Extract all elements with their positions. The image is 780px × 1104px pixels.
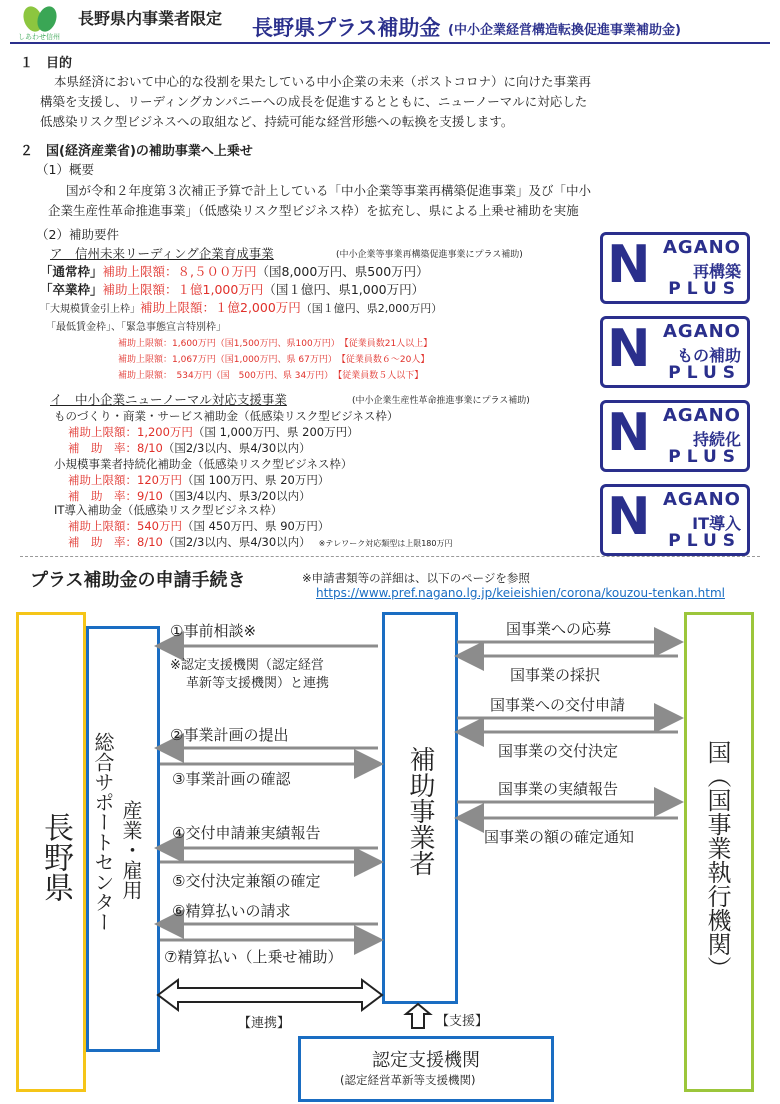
kuni-step-label: 国事業への応募 [506, 620, 612, 638]
special-row [118, 336, 432, 349]
rate: 補 助 率：9/10 [68, 489, 163, 503]
kuni-label: 国（国事業執行機関） [703, 740, 731, 980]
section1-line: 本県経済において中心的な役割を果たしている中小企業の未来（ポストコロナ）に向けた事業再 [54, 74, 592, 89]
special-note: 【従業員数５人以下】 [337, 371, 424, 381]
overview-heading: （1）概要 [36, 162, 94, 177]
logo-mid: もの補助 [676, 346, 741, 365]
limit-amount: 補助上限額：１億1,000万円 [102, 282, 264, 297]
logo-bot: PLUS [668, 279, 741, 299]
i-group-limit [68, 472, 329, 488]
limit-amount: 補助上限額：1,200万円 [68, 425, 193, 439]
logo-mid: 持続化 [692, 430, 741, 449]
procedure-note: ※申請書類等の詳細は、以下のページを参照 [302, 571, 530, 585]
rate: 補 助 率：8/10 [68, 441, 163, 455]
rate-detail: （国3/4以内、県3/20以内） [162, 489, 311, 503]
special-note: 【従業員数21人以上】 [344, 339, 433, 349]
overview-line: 企業生産性革命推進事業」（低感染リスク型ビジネス枠）を拡充し、県による上乗せ補助を実施 [48, 203, 579, 218]
limit-amount: 補助上限額：１億2,000万円 [140, 300, 301, 315]
applicant-label: 補助事業者 [405, 746, 435, 876]
i-group-rate [68, 534, 452, 550]
logo-top: AGANO [662, 405, 741, 426]
page-title: 長野県プラス補助金 [252, 16, 441, 40]
section1-heading: １ 目的 [20, 56, 73, 71]
a-row [40, 298, 442, 316]
page-subtitle: (中小企業経営構造転換促進事業補助金) [448, 23, 681, 38]
special-note: 【従業員数６～20人】 [341, 355, 430, 365]
logo-caption: しあわせ信州 [18, 33, 60, 41]
i-group-name: 小規模事業者持続化補助金（低感染リスク型ビジネス枠） [54, 457, 353, 471]
rate-detail: （国2/3以内、県4/30以内） [162, 441, 311, 455]
procedure-title: プラス補助金の申請手続き [30, 570, 246, 591]
i-note: (中小企業生産性革命推進事業にプラス補助) [352, 396, 530, 406]
n-plus-icon: N [607, 235, 651, 295]
nagano-plus-logo [600, 232, 750, 304]
i-group-limit [68, 424, 359, 440]
frame-label: 「大規模賃金引上枠」 [40, 304, 140, 315]
renkei-label: 【連携】 [238, 1016, 291, 1031]
logo-top: AGANO [662, 321, 741, 342]
step-label: ②事業計画の提出 [170, 726, 289, 744]
special-limit: 補助上限額：1,600万円（国1,500万円、県100万円） [118, 339, 336, 349]
i-group-name: ものづくり・商業・サービス補助金（低感染リスク型ビジネス枠） [54, 409, 399, 423]
step-label: ④交付申請兼実績報告 [172, 824, 321, 842]
logo [20, 4, 60, 42]
section2-heading: ２ 国(経済産業省)の補助事業へ上乗せ [20, 144, 253, 159]
step-label: ③事業計画の確認 [172, 770, 291, 788]
overview-line: 国が令和２年度第３次補正予算で計上している「中小企業等事業再構築促進事業」及び「中小 [66, 183, 592, 198]
a-row [40, 262, 429, 280]
limit-detail: （国 100万円、県 20万円） [181, 473, 330, 487]
kuni-step-label: 国事業の交付決定 [498, 742, 619, 760]
i-group-name: IT導入補助金（低感染リスク型ビジネス枠） [54, 503, 283, 517]
kuni-step-label: 国事業の実績報告 [498, 780, 619, 798]
n-plus-icon: N [607, 403, 651, 463]
a-note: (中小企業等事業再構築促進事業にプラス補助) [336, 250, 523, 260]
i-title: イ 中小企業ニューノーマル対応支援事業 [50, 392, 287, 407]
shien-up-arrow [406, 1004, 430, 1028]
logo-top: AGANO [662, 237, 741, 258]
limit-detail: （国１億円、県1,000万円） [263, 282, 425, 297]
i-group-rate [68, 440, 311, 456]
special-row [118, 368, 423, 381]
logo-bot: PLUS [668, 447, 741, 467]
kuni-step-label: 国事業への交付申請 [490, 696, 626, 714]
limit-amount: 補助上限額：540万円 [68, 519, 182, 533]
renkei-double-arrow [158, 980, 382, 1010]
header-rule [10, 42, 770, 44]
nagano-plus-logo [600, 400, 750, 472]
limit-detail: （国8,000万円、県500万円） [256, 264, 429, 279]
logo-top: AGANO [662, 489, 741, 510]
section-divider [20, 556, 760, 557]
limit-detail: （国１億円、県2,000万円） [300, 302, 443, 315]
support-org-label: 認定支援機関 [372, 1050, 480, 1071]
limit-amount: 補助上限額：８,５００万円 [102, 264, 257, 279]
limit-amount: 補助上限額：120万円 [68, 473, 182, 487]
n-plus-icon: N [607, 487, 651, 547]
req-heading: （2）補助要件 [36, 227, 119, 242]
kuni-step-label: 国事業の採択 [510, 666, 601, 684]
teleword-note: ※テレワーク対応類型は上限180万円 [318, 539, 453, 548]
nagano-plus-logo [600, 484, 750, 556]
logo-bot: PLUS [668, 363, 741, 383]
step-label: ⑥精算払いの請求 [172, 902, 291, 920]
nagano-plus-logo [600, 316, 750, 388]
step-note: ※認定支援機関（認定経営 [170, 658, 324, 673]
frame-label: 「卒業枠」 [40, 282, 103, 297]
special-frame: 「最低賃金枠」、「緊急事態宣言特別枠」 [46, 322, 226, 333]
logo-mid: 再構築 [692, 262, 741, 281]
i-group-limit [68, 518, 329, 534]
center-label-b: 総合サポートセンター [91, 732, 115, 932]
shien-label: 【支援】 [436, 1014, 489, 1029]
a-row [40, 280, 424, 298]
logo-bot: PLUS [668, 531, 741, 551]
step-note: 革新等支援機関）と連携 [186, 676, 330, 691]
procedure-url-link[interactable]: https://www.pref.nagano.lg.jp/keieishien/corona/kouzou-tenkan.html [316, 586, 725, 600]
support-org-sub: (認定経営革新等支援機関) [340, 1073, 476, 1087]
center-label-a: 産業・雇用 [119, 800, 143, 900]
logo-mid: IT導入 [692, 514, 741, 533]
step-label: ⑦精算払い（上乗せ補助） [164, 948, 343, 966]
nagano-label: 長野県 [38, 812, 73, 902]
rate: 補 助 率：8/10 [68, 535, 163, 549]
special-limit: 補助上限額：1,067万円（国1,000万円、県 67万円） [118, 355, 333, 365]
special-row [118, 352, 429, 365]
section1-line: 構築を支援し、リーディングカンパニーへの成長を促進するとともに、ニューノーマルに対応した [40, 94, 588, 109]
step-label: ⑤交付決定兼額の確定 [172, 872, 321, 890]
leaf-logo-icon [20, 4, 60, 34]
frame-label: 「通常枠」 [40, 264, 103, 279]
step-label: ①事前相談※ [170, 622, 257, 640]
rate-detail: （国2/3以内、県4/30以内） [162, 535, 311, 549]
a-title: ア 信州未来リーディング企業育成事業 [50, 246, 274, 261]
section1-line: 低感染リスク型ビジネスへの取組など、持続可能な経営形態への転換を支援します。 [40, 114, 514, 129]
limit-detail: （国 1,000万円、県 200万円） [192, 425, 359, 439]
header-tag: 長野県内事業者限定 [78, 9, 223, 28]
limit-detail: （国 450万円、県 90万円） [181, 519, 330, 533]
special-limit: 補助上限額： 534万円（国 500万円、県 34万円） [118, 371, 329, 381]
n-plus-icon: N [607, 319, 651, 379]
kuni-step-label: 国事業の額の確定通知 [484, 828, 635, 846]
